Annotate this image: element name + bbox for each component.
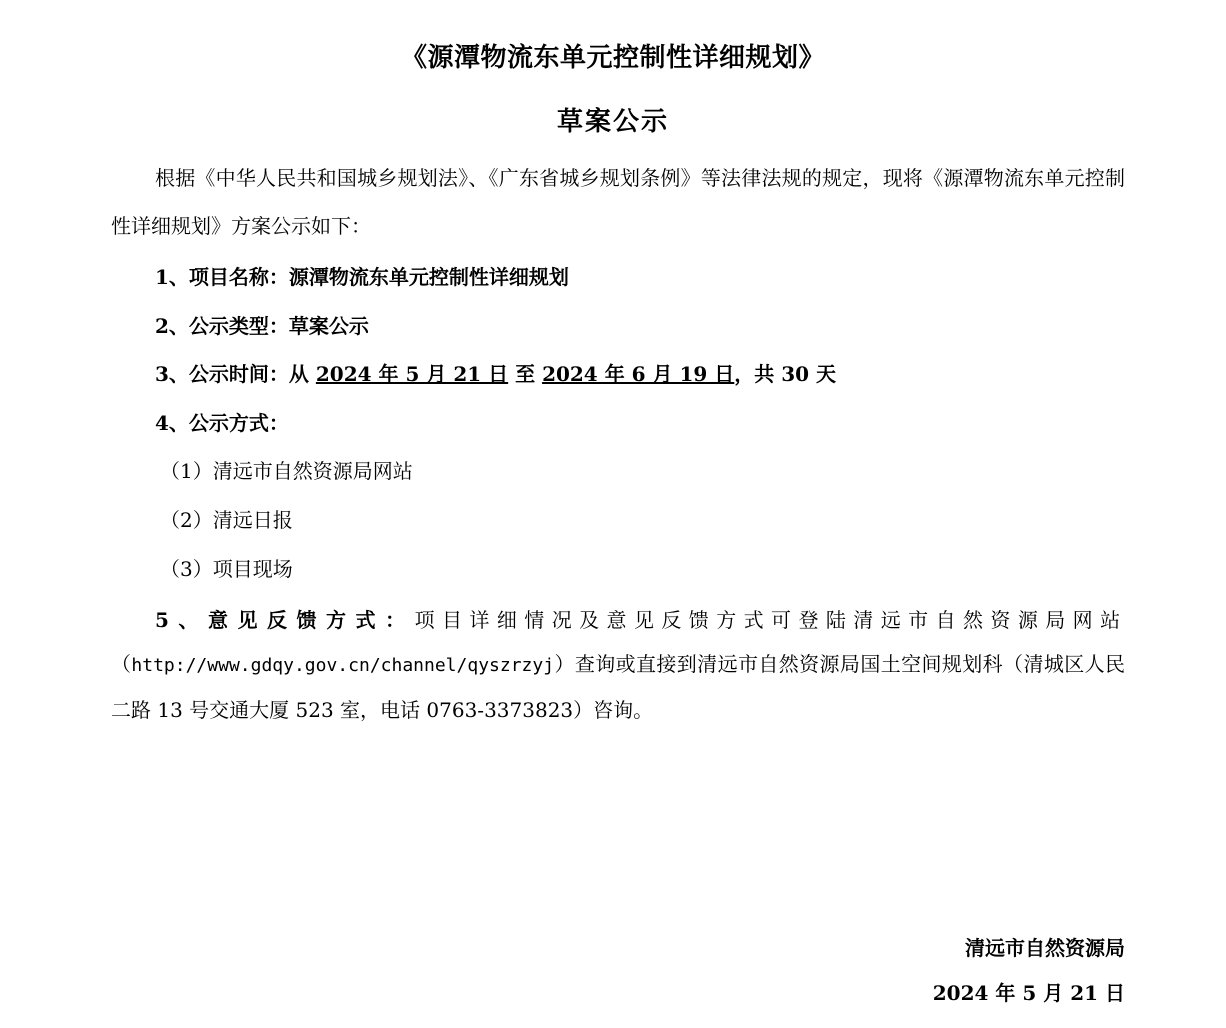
signature-date: 2024 年 5 月 21 日 (932, 981, 1125, 1005)
document-subtitle: 草案公示 (556, 107, 669, 137)
item-publicity-method: 4、公示方式： (155, 411, 289, 435)
feedback-text-2: ）查询或直接到清远市自然资源局国土空间规划科（清城区人民二路 13 号交通大厦 523 室，电话 0763-3373823）咨询。 (111, 652, 1126, 722)
feedback-paragraph (111, 598, 1125, 732)
method-onsite: （3）项目现场 (160, 557, 293, 581)
intro-paragraph: 根据《中华人民共和国城乡规划法》、《广东省城乡规划条例》等法律法规的规定，现将《源潭物流东单元控制性详细规划》方案公示如下： (111, 166, 1125, 238)
period-prefix: 3、公示时间：从 (155, 362, 316, 386)
feedback-url[interactable]: http://www.gdqy.gov.cn/channel/qyszrzyj (131, 655, 555, 676)
signature-organization: 清远市自然资源局 (965, 936, 1125, 960)
feedback-paren-open: （ (111, 652, 132, 676)
period-suffix: ，共 30 天 (734, 362, 837, 386)
method-newspaper: （2）清远日报 (160, 508, 293, 532)
feedback-lead: 5、意见反馈方式： (155, 608, 415, 632)
period-mid: 至 (508, 362, 543, 386)
period-start-date: 2024 年 5 月 21 日 (315, 362, 509, 386)
method-website: （1）清远市自然资源局网站 (160, 459, 413, 483)
item-publicity-period (155, 359, 836, 389)
feedback-text-1: 项目详细情况及意见反馈方式可登陆清远市自然资源局网站 (414, 608, 1125, 632)
period-end-date: 2024 年 6 月 19 日 (542, 362, 735, 386)
document-title: 《源潭物流东单元控制性详细规划》 (400, 43, 825, 73)
item-project-name: 1、项目名称：源潭物流东单元控制性详细规划 (155, 265, 569, 289)
item-publicity-type: 2、公示类型：草案公示 (155, 314, 369, 338)
